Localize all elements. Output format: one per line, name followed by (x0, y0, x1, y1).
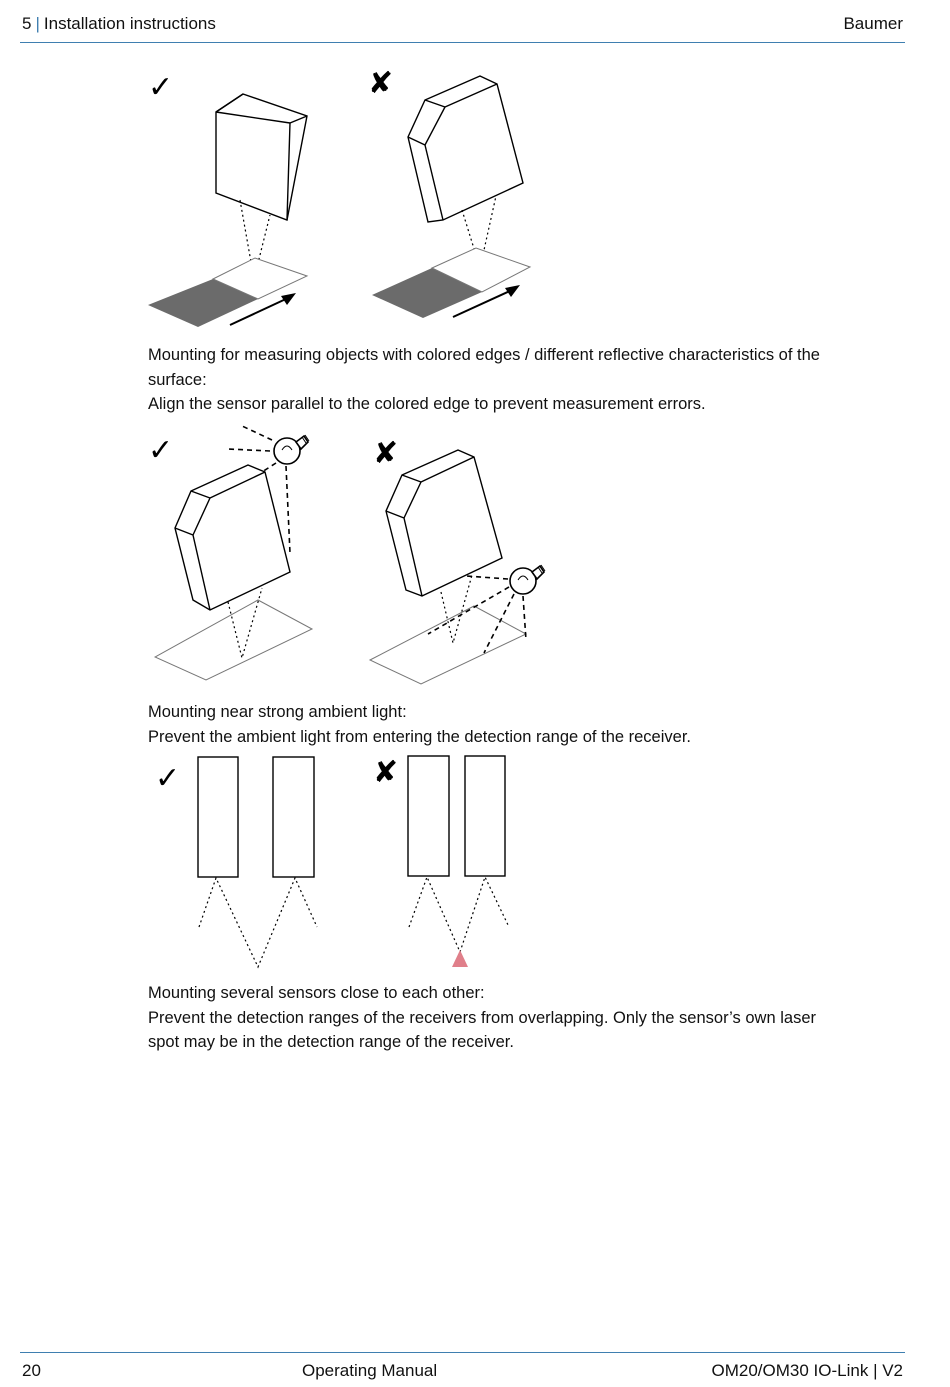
text-line: Mounting near strong ambient light: (148, 703, 407, 721)
text-line: spot may be in the detection range of the receiver. (148, 1033, 514, 1051)
surface-incorrect-icon (370, 606, 526, 684)
text-line: Prevent the detection ranges of the receivers from overlapping. Only the sensor’s own laser (148, 1008, 816, 1027)
section-ambient-light-text (148, 700, 888, 749)
surface-correct-icon (148, 258, 307, 327)
figure-multiple-sensors (0, 748, 950, 978)
sensor-correct-icon (175, 465, 290, 610)
correct-mark-icon: ✓ (148, 70, 174, 105)
section-multiple-sensors-text (148, 981, 888, 1055)
lamp-incorrect-icon (510, 565, 545, 594)
text-line: Mounting for measuring objects with colored edges / different reflective characteristics of the (148, 346, 820, 364)
page-number: 20 (22, 1361, 41, 1380)
text-line: surface: (148, 370, 207, 389)
sensor-incorrect-icon (408, 76, 523, 222)
sensor-incorrect-icon (386, 450, 502, 596)
surface-incorrect-icon (372, 248, 530, 318)
correct-mark-icon: ✓ (155, 761, 181, 796)
section-colored-edge-text (148, 343, 888, 417)
doc-id: OM20/OM30 IO-Link | V2 (711, 1361, 903, 1380)
header-separator: | (35, 14, 40, 33)
text-line: Prevent the ambient light from entering the detection range of the receiver. (148, 727, 691, 746)
text-line: Align the sensor parallel to the colored edge to prevent measurement errors. (148, 395, 706, 413)
overlap-spot-icon (452, 950, 468, 967)
chapter-number: 5 (22, 14, 32, 33)
page-header (20, 12, 905, 43)
correct-mark-icon: ✓ (148, 433, 174, 468)
text-line: Mounting several sensors close to each other: (148, 984, 485, 1002)
page-footer (20, 1352, 905, 1383)
chapter-title: Installation instructions (43, 14, 216, 33)
brand-name: Baumer (843, 14, 903, 33)
doc-type: Operating Manual (302, 1361, 438, 1380)
figure-ambient-light (0, 420, 950, 700)
beams-correct (199, 878, 317, 967)
figure-colored-edge (0, 50, 950, 390)
incorrect-mark-icon: ✘ (373, 755, 399, 790)
sensor-pair-incorrect-icon (408, 756, 505, 876)
incorrect-mark-icon: ✘ (373, 436, 399, 471)
surface-correct-icon (155, 600, 312, 680)
incorrect-mark-icon: ✘ (368, 66, 394, 101)
beams-incorrect (409, 877, 509, 952)
lamp-correct-icon (274, 435, 309, 464)
header-chapter (22, 14, 216, 34)
sensor-pair-correct-icon (198, 757, 314, 877)
sensor-correct-icon (216, 94, 307, 220)
